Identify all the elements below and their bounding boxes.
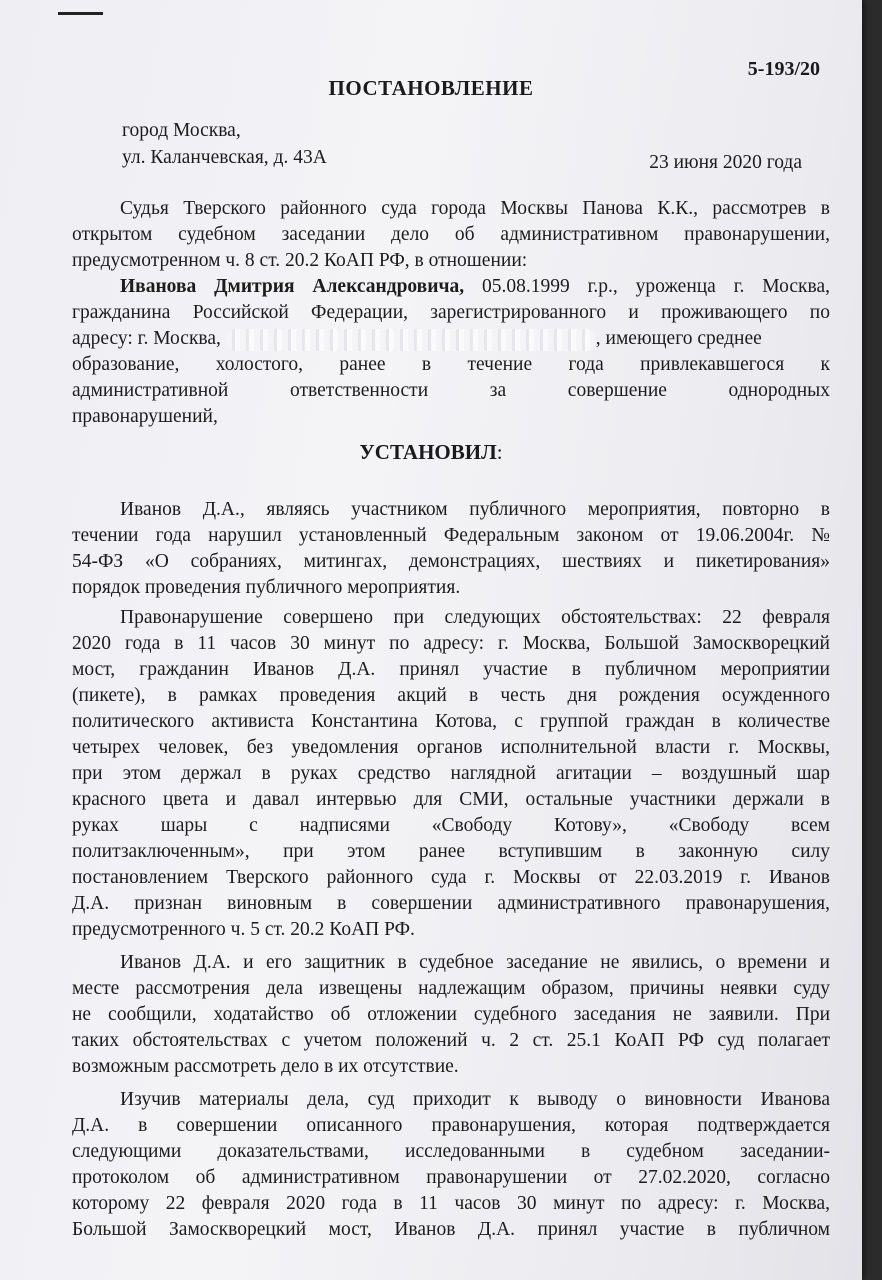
paragraph-line: 54-ФЗ «О собраниях, митингах, демонстрациях, шествиях и пикетирования» <box>72 551 830 572</box>
intro-line: открытом судебном заседании дело об административном правонарушении, <box>72 224 830 245</box>
city-line: город Москва, <box>122 120 241 141</box>
paragraph-line: мост, гражданин Иванов Д.А. принял участие в публичном мероприятии <box>72 659 830 680</box>
paragraph-line: следующими доказательствами, исследованными в судебном заседании- <box>72 1141 830 1162</box>
paragraph-line: порядок проведения публичного мероприятия. <box>72 577 461 598</box>
street-line: ул. Каланчевская, д. 43А <box>122 146 327 168</box>
redacted-address <box>226 329 596 351</box>
paragraph-line: не сообщили, ходатайство об отложении судебного заседания не заявили. При <box>72 1004 830 1025</box>
defendant-line: образование, холостого, ранее в течение года привлекавшегося к <box>72 354 830 375</box>
paragraph-line: таких обстоятельствах с учетом положений ч. 2 ст. 25.1 КоАП РФ суд полагает <box>72 1030 830 1051</box>
paragraph-line: предусмотренного ч. 5 ст. 20.2 КоАП РФ. <box>72 919 415 940</box>
top-dash-mark <box>58 12 103 15</box>
defendant-line: гражданина Российской Федерации, зарегистрированного и проживающего по <box>72 302 830 323</box>
paragraph-line: протоколом об административном правонарушении от 27.02.2020, согласно <box>72 1167 830 1188</box>
address-suffix: , имеющего среднее <box>595 328 762 349</box>
defendant-address-line <box>72 326 830 353</box>
case-number: 5-193/20 <box>747 58 820 80</box>
paragraph-line: политзаключенным», при этом ранее вступившим в законную силу <box>72 841 830 862</box>
paragraph-line: Д.А. признан виновным в совершении административного правонарушения, <box>72 893 830 914</box>
paragraph-line: возможным рассмотреть дело в их отсутствие. <box>72 1056 459 1077</box>
paragraph-line: красного цвета и давал интервью для СМИ, остальные участники держали в <box>72 789 830 810</box>
paragraph-line: политического активиста Константина Котова, с группой граждан в количестве <box>72 711 830 732</box>
section-title-colon: : <box>496 440 503 464</box>
paragraph-line: (пикете), в рамках проведения акций в честь дня рождения осужденного <box>72 685 830 706</box>
section-title-text: УСТАНОВИЛ <box>359 440 497 464</box>
intro-line: предусмотренном ч. 8 ст. 20.2 КоАП РФ, в отношении: <box>72 250 528 271</box>
paragraph-line: руках шары с надписями «Свободу Котову», «Свободу всем <box>72 815 830 836</box>
paragraph-line: Изучив материалы дела, суд приходит к выводу о виновности Иванова <box>120 1089 830 1110</box>
defendant-name: Иванова Дмитрия Александровича, <box>120 276 465 297</box>
intro-line: Судья Тверского районного суда города Москвы Панова К.К., рассмотрев в <box>120 198 830 219</box>
defendant-line: правонарушений, <box>72 406 218 427</box>
paragraph-line: 2020 года в 11 часов 30 минут по адресу: г. Москва, Большой Замоскворецкий <box>72 633 830 654</box>
court-address <box>122 118 327 171</box>
document-title: ПОСТАНОВЛЕНИЕ <box>328 76 534 100</box>
paragraph-line: при этом держал в руках средство наглядной агитации – воздушный шар <box>72 763 830 784</box>
paragraph-line: месте рассмотрения дела извещены надлежащим образом, причины неявки суду <box>72 978 830 999</box>
paragraph-line: Иванов Д.А. и его защитник в судебное заседание не явились, о времени и <box>120 952 830 973</box>
section-title <box>0 440 862 465</box>
paragraph-line: Иванов Д.А., являясь участником публичного мероприятия, повторно в <box>120 499 830 520</box>
address-prefix: адресу: г. Москва, <box>72 328 221 349</box>
paragraph-line: Большой Замоскворецкий мост, Иванов Д.А. принял участие в публичном <box>72 1219 830 1240</box>
paragraph-line: четырех человек, без уведомления органов исполнительной власти г. Москвы, <box>72 737 830 758</box>
defendant-birth-info: 05.08.1999 г.р., уроженца г. Москва, <box>464 276 830 297</box>
decision-date: 23 июня 2020 года <box>649 152 802 173</box>
paragraph-line: которому 22 февраля 2020 года в 11 часов 30 минут по адресу: г. Москва, <box>72 1193 830 1214</box>
defendant-line: административной ответственности за совершение однородных <box>72 380 830 401</box>
defendant-line <box>72 274 830 301</box>
paragraph-line: постановлением Тверского районного суда г. Москвы от 22.03.2019 г. Иванов <box>72 867 830 888</box>
paragraph-line: Д.А. в совершении описанного правонарушения, которая подтверждается <box>72 1115 830 1136</box>
paragraph-line: Правонарушение совершено при следующих обстоятельствах: 22 февраля <box>120 607 830 628</box>
paragraph-line: течении года нарушил установленный Федеральным законом от 19.06.2004г. № <box>72 525 830 546</box>
